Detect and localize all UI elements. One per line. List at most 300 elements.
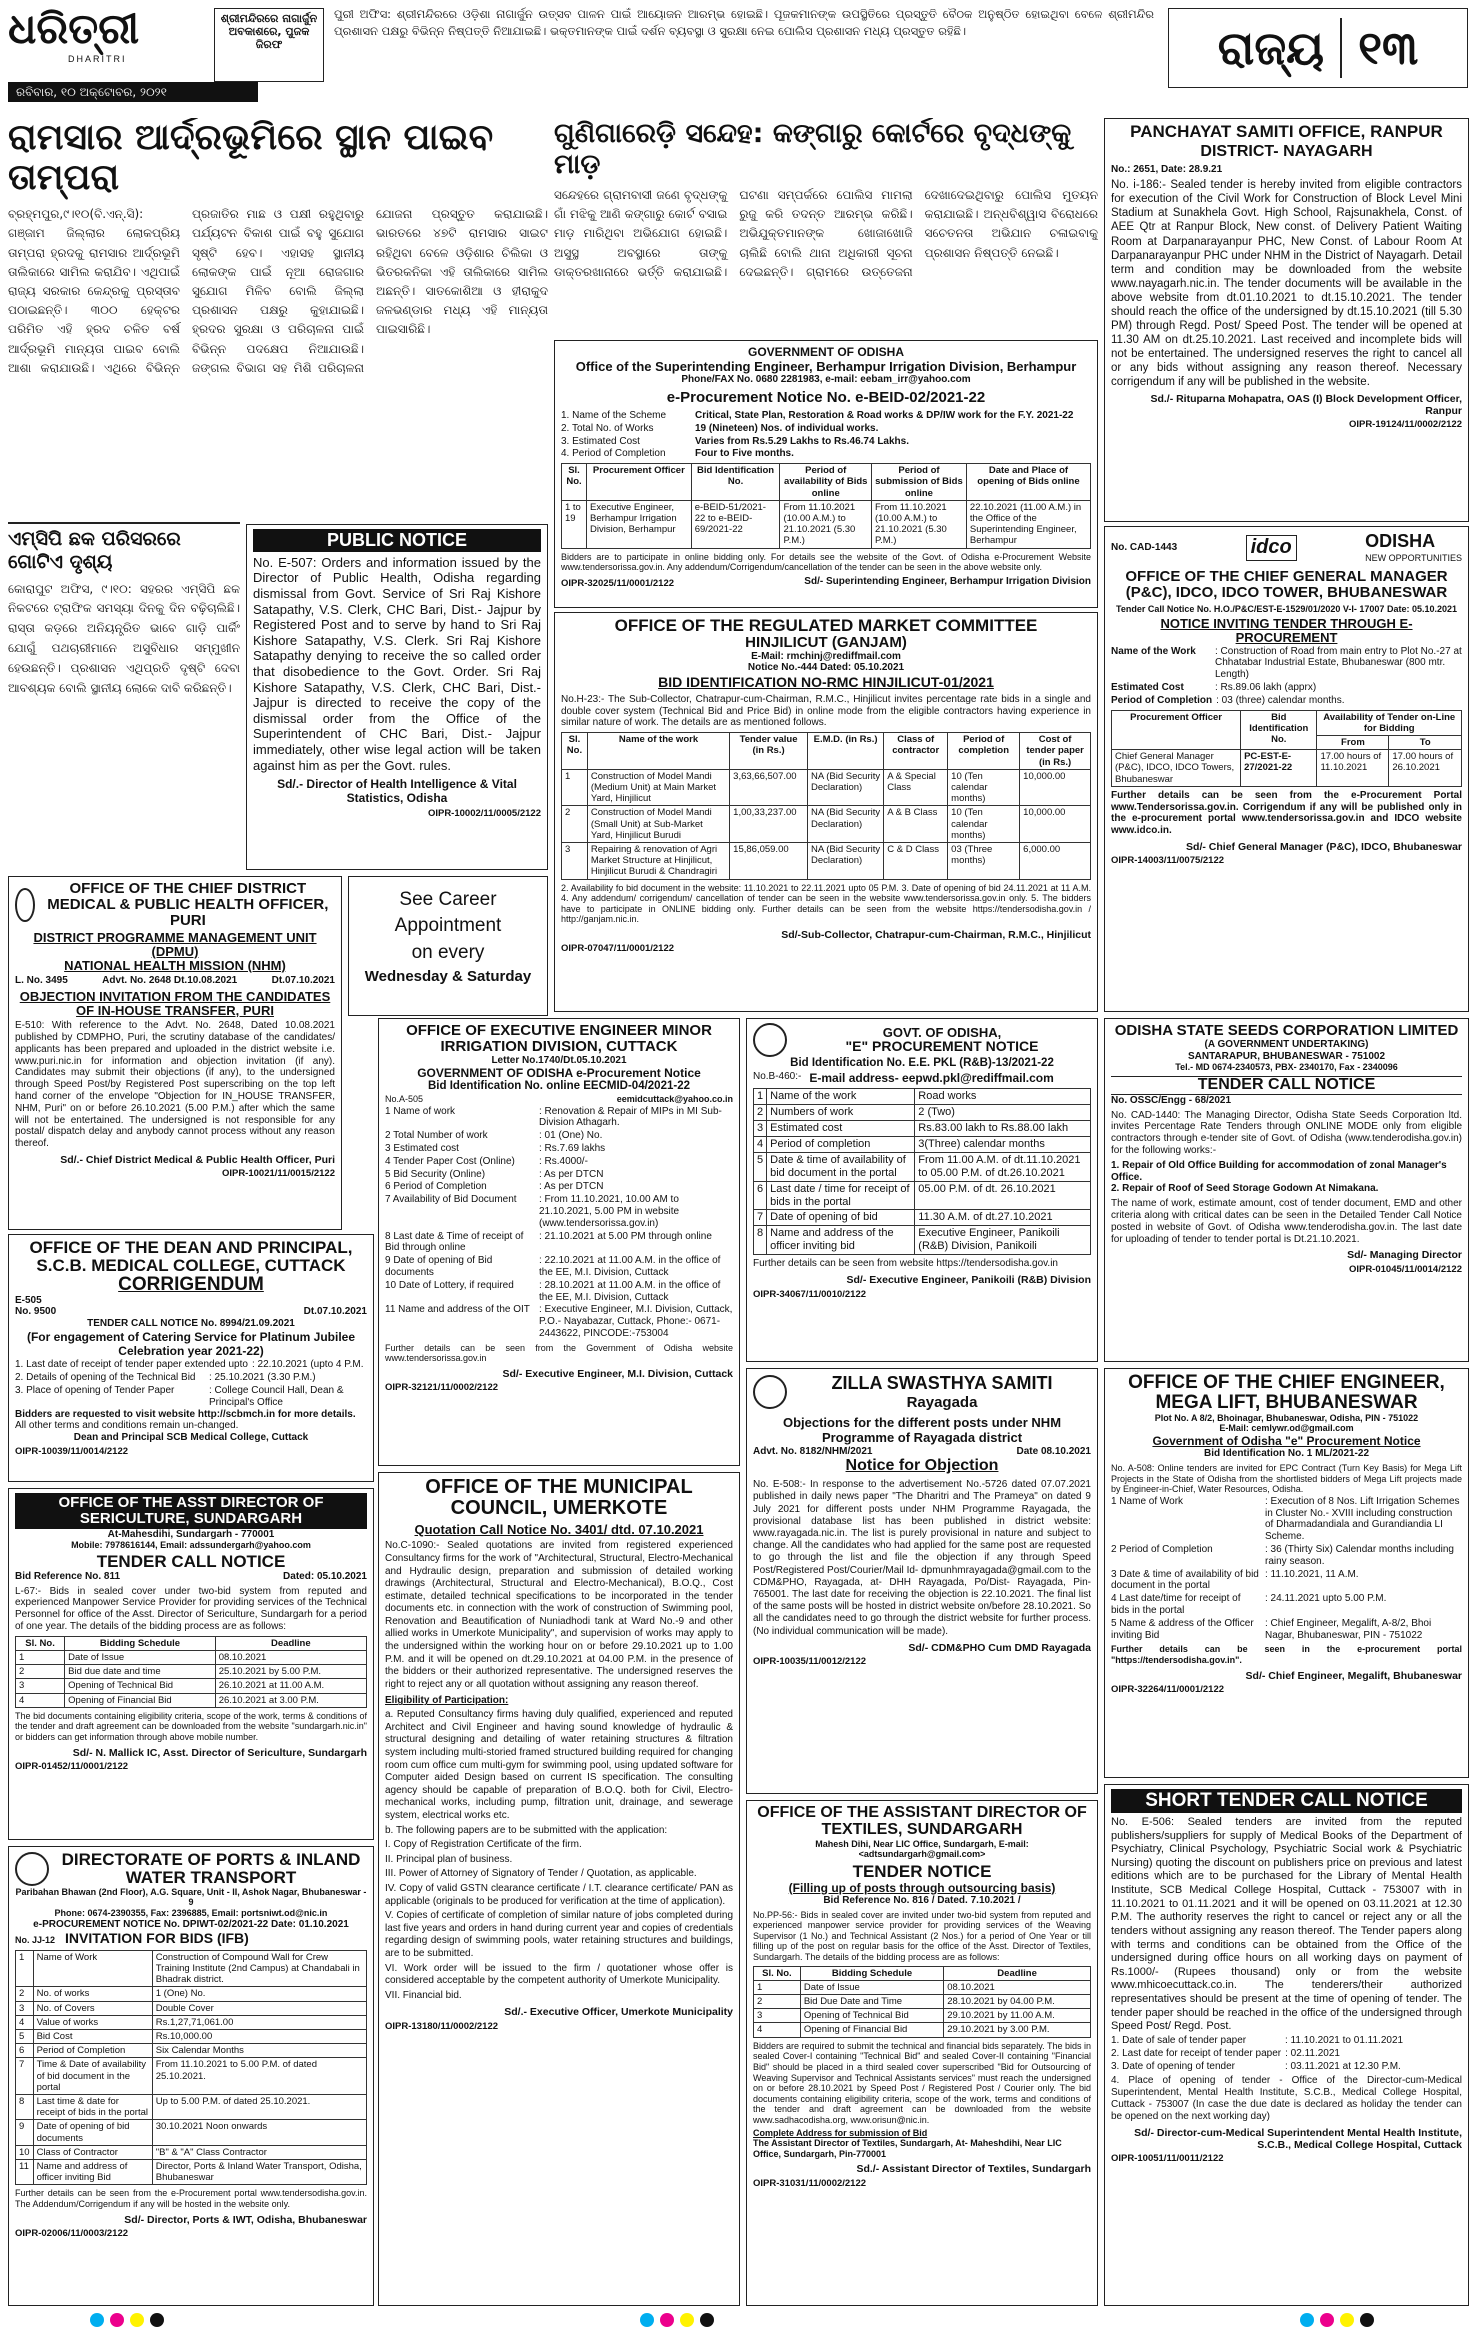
table-cell: 4 — [754, 1136, 767, 1152]
title: ODISHA STATE SEEDS CORPORATION LIMITED — [1114, 1022, 1459, 1039]
bid-id: Bid Identification No. 1 ML/2021-22 — [1203, 1448, 1370, 1460]
public-notice — [246, 524, 548, 870]
list-item — [385, 1231, 733, 1255]
list-item — [385, 1304, 733, 1339]
ref-no: No. JJ-12 — [15, 1935, 56, 1946]
textiles-notice — [746, 1800, 1098, 2306]
masthead-tag: ଶ୍ରୀମନ୍ଦିରରେ ନାଗାର୍ଜୁନ ଅବକାଶରେ, ପୁଜକ ଜିରଫ — [214, 8, 324, 82]
table-cell: 29.10.2021 by 11.00 A.M. — [944, 2009, 1091, 2023]
footer: Further details can be seen from the e-Procurement portal www.tendersodisha.gov.in. The Addendum/Corrigendum if any will be hosted in the website only. — [15, 2188, 367, 2210]
signature: Sd/-Sub-Collector, Chatrapur-cum-Chairman, R.M.C., Hinjilicut — [781, 928, 1091, 941]
letter-no: L. No. 3495 — [15, 975, 68, 987]
table-cell: 2 — [16, 1987, 34, 2001]
table-cell: Double Cover — [152, 2001, 366, 2015]
table-cell: From 11.10.2021 to 5.00 P.M. of dated 25.10.2021. — [152, 2058, 366, 2095]
title: OFFICE OF EXECUTIVE ENGINEER MINOR IRRIGATION DIVISION, CUTTACK — [406, 1022, 712, 1055]
body: L-67:- Bids in sealed cover under two-bid system from reputed and experienced Manpower Service Provider for providing services of the Technical Personnel for office of the Asst. Director of Sericulture, Sundargarh for a period of one year. The details of the bidding process are as follows: — [15, 1585, 367, 1632]
story-mcp — [8, 522, 240, 872]
list-item — [385, 1280, 733, 1304]
bid-id: BID IDENTIFICATION NO-RMC HINJILICUT-01/2021 — [658, 674, 994, 691]
table-cell: Value of works — [33, 2015, 152, 2029]
gov: Government of Odisha "e" Procurement Notice — [1152, 1434, 1421, 1449]
table-cell: 08.10.2021 — [944, 1980, 1091, 1994]
story-body: ବ୍ରହ୍ମପୁର,୯।୧୦(ବି.ଏନ୍.ସି): ଗଞ୍ଜାମ ଜିଲ୍ଲାର ଲୋକପ୍ରିୟ ତାମ୍ପରା ହ୍ରଦକୁ ରାମସାର ଆର୍ଦ୍ରଭୂମି ତାଲିକାରେ ସାମିଲ କରାଯିବ। ଏଥିପାଇଁ ରାଜ୍ୟ ସରକାର କେନ୍ଦ୍ରକୁ ପ୍ରସ୍ତାବ ପଠାଇଛନ୍ତି। ୩୦୦ ହେକ୍ଟର ପରିମିତ ଏହି ହ୍ରଦ ଚଳିତ ବର୍ଷ ଆର୍ଦ୍ରଭୂମି ମାନ୍ୟତା ପାଇବ ବୋଲି ଆଶା କରାଯାଉଛି। ଏଥିରେ ବିଭିନ୍ନ ପ୍ରଜାତିର ମାଛ ଓ ପକ୍ଷୀ ରହୁଥିବାରୁ ପର୍ଯ୍ୟଟନ ବିକାଶ ପାଇଁ ବହୁ ସୁଯୋଗ ସୃଷ୍ଟି ହେବ। ଏହାସହ ସ୍ଥାନୀୟ ଲୋକଙ୍କ ପାଇଁ ନୂଆ ରୋଜଗାର ସୁଯୋଗ ମିଳିବ ବୋଲି ଜିଲ୍ଲା ପ୍ରଶାସନ ପକ୍ଷରୁ କୁହାଯାଇଛି। ହ୍ରଦର ସୁରକ୍ଷା ଓ ପରିଚାଳନା ପାଇଁ ବିଭିନ୍ନ ପଦକ୍ଷେପ ନିଆଯାଉଛି। ଜଙ୍ଗଲ ବିଭାଗ ସହ ମିଶି ପରିଚାଳନା ଯୋଜନା ପ୍ରସ୍ତୁତ କରାଯାଇଛି। ଭାରତରେ ୪୭ଟି ରାମସାର ସାଇଟ ରହିଥିବା ବେଳେ ଓଡ଼ିଶାର ଚିଲିକା ଓ ଭିତରକନିକା ଏହି ତାଲିକାରେ ସାମିଲ ଅଛନ୍ତି। ସାତକୋଶିଆ ଓ ହୀରାକୁଦ ଜଳଭଣ୍ଡାର ମଧ୍ୟ ଏହି ମାନ୍ୟତା ପାଇସାରିଛି। — [8, 207, 548, 375]
scb-notice — [8, 1234, 374, 1482]
table-cell: 6,000.00 — [1020, 842, 1091, 879]
list-item — [385, 1181, 733, 1193]
table-row — [754, 2023, 1091, 2037]
item-value: : 11.10.2021, 11 A.M. — [1265, 1568, 1359, 1580]
bid-id: Bid Identification No. E.E. PKL (R&B)-13/2021-22 — [790, 1057, 1054, 1069]
table-cell: Opening of Technical Bid — [65, 1679, 216, 1693]
print-marks — [0, 2312, 1477, 2339]
table-cell: From 11.00 A.M. of dt.11.10.2021 to 05.00 P.M. of dt.26.10.2021 — [915, 1152, 1091, 1181]
table-cell: 1 — [16, 1950, 34, 1987]
table-row — [754, 1995, 1091, 2009]
signature: Sd/.- Director of Health Intelligence & Vital Statistics, Odisha — [277, 777, 517, 806]
notice-title: TENDER NOTICE — [852, 1861, 992, 1881]
complete-address-label: Complete Address for submission of Bid — [753, 2127, 928, 2138]
signature: Sd/- Executive Engineer, M.I. Division, Cuttack — [502, 1367, 733, 1380]
table-cell: Time & Date of availability of bid document in the portal — [33, 2058, 152, 2095]
rmc-table: Sl. No. Name of the work Tender value (in Rs.) E.M.D. (in Rs.) Class of contractor Period of completion Cost of tender paper (in Rs.) 1 Construction of Model Mandi (Medium Unit) at Main Market Yard, Hinjilicut 3,63,66,507.00 NA (Bid Security Declaration) A & Special Class 10 (Ten calendar months) 10,000.00 2 Construction of Model Mandi (Small Unit) at Sub-Market Yard, Hinjilicut Burudi 1,00,33,237.00 NA (Bid Security Declaration) A & B Class 10 (Ten calendar months) 10,000.00 3 Repairing & renovation of Agri Market Structure at Hinjilicut, Hinjilicut Burudi & Chandragiri 15,86,059.00 NA (Bid Security Declaration) C & D Class 03 (Three months) 6,000.00 — [561, 732, 1091, 879]
bid-id: PC-EST-E-27/2021-22 — [1241, 750, 1317, 787]
table-cell: 10 (Ten calendar months) — [948, 769, 1020, 806]
table-cell: 4 — [16, 1693, 65, 1707]
signature: Sd/- Director-cum-Medical Superintendent Mental Health Institute, S.C.B., Medical College Hospital, Cuttack — [1134, 2126, 1462, 2151]
item-label: 10 Date of Lottery, if required — [385, 1279, 514, 1291]
list-item — [1111, 1618, 1462, 1642]
oipr: OIPR-07047/11/0001/2122 — [561, 943, 675, 955]
table-cell: Bid Due Date and Time — [800, 1995, 943, 2009]
table-cell: 10 (Ten calendar months) — [948, 806, 1020, 843]
career-line-2: Appointment — [394, 915, 502, 937]
item-value: : Rs.4000/- — [539, 1155, 588, 1167]
cost: Varies from Rs.5.29 Lakhs to Rs.46.74 Lakhs. — [695, 435, 909, 447]
to: 17.00 hours of 26.10.2021 — [1389, 750, 1462, 787]
masthead-date: ରବିବାର, ୧୦ ଅକ୍ଟୋବର, ୨୦୨୧ — [8, 82, 258, 102]
panikoili-notice — [746, 1018, 1098, 1362]
megalift-notice — [1104, 1368, 1469, 1778]
footer: Further details can be seen from the e-Procurement Portal www.Tendersorissa.gov.in. Corrigendum if any will be published only in the e-procurement portal www.tendersorissa.gov.in and IDCO website www.idco.in. — [1111, 789, 1462, 837]
table-cell: Estimated cost — [767, 1120, 915, 1136]
footer: The bid documents containing eligibility criteria, scope of the work, terms & conditions of the tender and draft agreement can be downloaded from the website "sundargarh.nic.in" or bidders can get information through above mobile number. — [15, 1710, 367, 1742]
oipr: OIPR-10039/11/0014/2122 — [15, 1445, 129, 1457]
table-cell: 11.30 A.M. of dt.27.10.2021 — [915, 1210, 1091, 1226]
item-value: : As per DTCN — [539, 1181, 604, 1193]
table-cell: 2 — [562, 806, 588, 843]
footer: Further details can be seen in the e-procurement portal "https://tendersodisha.gov.in". — [1111, 1644, 1462, 1666]
table-row — [754, 1152, 1091, 1181]
date: Dt.07.10.2021 — [303, 1306, 367, 1318]
period: : 03 (three) calendar months. — [1216, 694, 1345, 706]
table-cell: 4 — [754, 2023, 801, 2037]
more: Bidders are requested to visit website http://scbmch.in for more details. — [15, 1408, 356, 1420]
item-value: : 24.11.2021 upto 5.00 P.M. — [1265, 1593, 1387, 1605]
list-item: IV. Copy of valid GSTN clearance certificate / I.T. clearance certificate/ PAN as applicable (originals to be produced for verification at the time of application). — [385, 1882, 733, 1907]
table-cell: 7 — [16, 2058, 34, 2095]
item-label: 2 Total Number of work — [385, 1130, 488, 1142]
eligibility-list — [385, 1709, 733, 2002]
signature: Sd/- Director, Ports & IWT, Odisha, Bhubaneswar — [124, 2213, 367, 2226]
item-3-value: : College Council Hall, Dean & Principal's Office — [209, 1384, 344, 1408]
public-notice-body: No. E-507: Orders and information issued by the Director of Public Health, Odisha regarding dismissal from Govt. Service of Sri Raj Kishore Satapathy, V.S. Clerk, CHC Bari, Dist.- Jajpur by Registered Post and to serve by hand to Sri Raj Kishore Satapathy, V.S. Clerk. Sri Raj Kishore Satapathy denying to receive the so called order that disobedience to the Govt. Order. Sri Raj Kishore Satapathy, V.S. Clerk, CHC Bari, Dist.- Jajpur is directed to receive the copy of the dismissal order from the Office of the Superintendent of CHC Bari, Dist.- Jajpur immediately, other wise legal action will be taken against him as per the Govt. rules. — [253, 554, 541, 773]
rmc-notice — [554, 612, 1098, 1012]
notice-no: e-Procurement Notice No. e-BEID-02/2021-22 — [666, 389, 986, 407]
phone: Phone: 0674-2390355, Fax: 2396885, Email: portsniwt.od@nic.in — [54, 1907, 328, 1918]
work-1: 1. Repair of Old Office Building for accommodation of zonal Manager's Office. — [1111, 1159, 1447, 1183]
notice-title: TENDER CALL NOTICE — [1111, 1076, 1462, 1095]
body: No. i-186:- Sealed tender is hereby invited from eligible contractors for execution of the Civil Work for Construction of Block Level Mini Stadium at Sunakhela Govt. High School, Rajsunakhela, Const. of AEE Qtr at Ranpur Block, New const. of Delivery Patient Waiting Room at Darpanarayanpur PHC, New Const. of Labour Room At Darpanarayanpur PHC under NHM in the District of Nayagarh. Detail term and condition may be downloaded from the website www.nayagarh.nic.in. The tender documents will be available in the above website from dt.01.10.2021 to dt.15.10.2021. The tender should reach the office of the undersigned by dt.15.10.2021 (till 5.30 PM) through Regd. Post/ Speed Post. The tender will be opened at 11.30 AM on dt.25.10.2021. Last received and incomplete bids will not be entertained. The undersigned reserves the right to cancel all or any bids without assigning any reason thereof. Necessary corrigendum if any will be published in the website. — [1111, 179, 1462, 388]
table-cell: No. of works — [33, 1987, 152, 2001]
table-cell: Road works — [915, 1088, 1091, 1104]
signature: Sd/- N. Mallick IC, Asst. Director of Sericulture, Sundargarh — [72, 1746, 367, 1759]
bid-id: Bid Identification No. online EECMID-04/2021-22 — [428, 1080, 690, 1093]
body: No.PP-56:- Bids in sealed cover are invited under two-bid system from reputed and experienced manpower service provider for providing services of the Weaving Supervisor (1 No.) and Technical Assistant (2 Nos.) for a period of One Year or till filling up of the post on regular basis for the office of the Asst. Director of Textiles, Sundargarh. The details of the bidding process are as follows: — [753, 1909, 1091, 1963]
body: No. A-508: Online tenders are invited for EPC Contract (Turn Key Basis) for Mega Lift Projects in the State of Odisha from the shortlisted bidders of Mega Lift projects made by Engineer-in-Chief, Water Resources, Odisha. — [1111, 1463, 1462, 1495]
masthead — [8, 4, 1469, 112]
date-1-label: 1. Date of sale of tender paper — [1111, 2034, 1247, 2046]
contact: Phone/FAX No. 0680 2281983, e-mail: eebam_irr@yahoo.com — [681, 374, 971, 386]
ref-no: No.: 2651, Date: 28.9.21 — [1111, 163, 1223, 175]
item-label: 1 Name of Work — [1111, 1495, 1184, 1507]
table-row — [754, 1104, 1091, 1120]
body-2: The name of work, estimate amount, cost of tender document, EMD and other criteria along with critical dates can be seen in the Detailed Tender Call Notice posted in website of Govt. of Odisha www.tenderodisha.gov.in. The last date for uploading of tender to tender portal is Dt.21.10.2021. — [1111, 1198, 1462, 1245]
subtitle: Objections for the different posts under NHM Programme of Rayagada district — [782, 1414, 1062, 1446]
table-cell: Date of Issue — [65, 1650, 216, 1664]
address: SANTARAPUR, BHUBANESWAR - 751002 — [1187, 1050, 1386, 1062]
rest: All other terms and conditions remain un-changed. — [15, 1420, 239, 1432]
signature: Sd/- Executive Engineer, Panikoili (R&B) Division — [846, 1274, 1091, 1287]
gov-line: GOVERNMENT OF ODISHA e-Procurement Notice — [417, 1066, 701, 1081]
ref-no: No.B-460:- — [753, 1070, 802, 1082]
rmc-title: OFFICE OF THE REGULATED MARKET COMMITTEE — [614, 616, 1038, 635]
title: DIRECTORATE OF PORTS & INLAND WATER TRANSPORT — [61, 1850, 361, 1887]
ref-no: No.A-505 — [385, 1094, 424, 1105]
district: DISTRICT- NAYAGARH — [1200, 142, 1373, 160]
table-row — [16, 1950, 367, 1987]
scheme: Critical, State Plan, Restoration & Road works & DP/IW work for the F.Y. 2021-22 — [695, 409, 1074, 421]
panchayat-notice — [1104, 118, 1469, 522]
bid-ref: Bid Reference No. 811 — [15, 1570, 121, 1582]
item-3-label: 3. Place of opening of Tender Paper — [15, 1384, 175, 1396]
idco-notice: No. CAD-1443 idco ODISHA NEW OPPORTUNITIES OFFICE OF THE CHIEF GENERAL MANAGER (P&C), IDCO, IDCO TOWER, BHUBANESWAR Tender Call Notice No. H.O./P&C/EST-E-1529/01/2020 V-I- 17007 Date: 05.10.2021 NOTICE INVITING TENDER THROUGH E-PROCUREMENT Name of the Work : Construction of Road from main entry to Plot No.-27 at Chhatabar Industrial Estate, Bhubaneswar (800 mtr. Length) Estimated Cost : Rs.89.06 lakh (apprx) Period of Completion : 03 (three) calendar months. Procurement Officer Bid Identification No. Availability of Tender on-Line for Bidding From To Chief General Manager (P&C), IDCO, IDCO Towers, Bhubaneswar PC-EST-E-27/2021-22 17.00 hours of 11.10.2021 17.00 hours of 26.10.2021 Further details can be seen from the e-Procurement Portal www.Tendersorissa.gov.in. Corrigendum if any will be published only in the e-procurement portal www.tendersorissa.gov.in and IDCO website www.idco.in. Sd/- Chief General Manager (P&C), IDCO, Bhubaneswar OIPR-14003/11/0075/2122 — [1104, 526, 1469, 1012]
table-cell: 11 — [16, 2160, 34, 2185]
list-item: VII. Financial bid. — [385, 1989, 462, 2001]
table-cell: Rs.83.00 lakh to Rs.88.00 lakh — [915, 1120, 1091, 1136]
seeds-notice — [1104, 1018, 1469, 1362]
table-cell: Bid due date and time — [65, 1665, 216, 1679]
item-2-value: : 25.10.2021 (3.30 P.M.) — [209, 1372, 316, 1384]
item-value: : Rs.7.69 lakhs — [539, 1143, 606, 1155]
table-cell: Period of completion — [767, 1136, 915, 1152]
item-value: : 22.10.2021 at 11.00 A.M. in the office of the EE, M.I. Division, Cuttack — [539, 1255, 721, 1278]
letter-no: Letter No.1740/Dt.05.10.2021 — [491, 1054, 627, 1066]
table-row — [754, 1980, 1091, 1994]
body: No.H-23:- The Sub-Collector, Chatrapur-cum-Chairman, R.M.C., Hinjilicut invites percentage rate bids in a single and double cover system (Technical Bid and Price Bid) in online mode from the eligible contractors having experience in similar nature of work. The details are as mentioned follows. — [561, 693, 1091, 729]
table-cell: 8 — [16, 2095, 34, 2120]
title: OFFICE OF THE MUNICIPAL COUNCIL, UMERKOTE — [425, 1476, 693, 1519]
table-cell: 3 — [754, 1120, 767, 1136]
career-line-3: on every — [411, 941, 485, 963]
table-cell: Name and address of officer inviting Bid — [33, 2160, 152, 2185]
emblem-icon — [15, 1852, 49, 1886]
table-cell: 28.10.2021 by 04.00 P.M. — [944, 1995, 1091, 2009]
table-cell: Last date / time for receipt of bids in the portal — [767, 1181, 915, 1210]
oipr: OIPR-32121/11/0002/2122 — [385, 1382, 499, 1394]
table-cell: Six Calendar Months — [152, 2044, 366, 2058]
table-cell: 8 — [754, 1226, 767, 1255]
umerkote-notice — [378, 1472, 740, 2306]
subtitle: (A GOVERNMENT UNDERTAKING) — [1204, 1038, 1369, 1050]
address: At-Mahesdihi, Sundargarh - 770001 — [107, 1528, 275, 1540]
tcn: TENDER CALL NOTICE No. 8994/21.09.2021 — [87, 1318, 295, 1330]
item-label: 6 Period of Completion — [385, 1181, 487, 1193]
unit: DISTRICT PROGRAMME MANAGEMENT UNIT (DPMU) — [33, 930, 317, 959]
list-item — [1111, 1569, 1462, 1593]
email: E-mail address- eepwd.pkl@rediffmail.com — [809, 1070, 1054, 1085]
table-row — [562, 806, 1091, 843]
signature: Sd/- Superintending Engineer, Berhampur Irrigation Division — [804, 575, 1091, 587]
table-row — [16, 2030, 367, 2044]
email: eemidcuttack@yahoo.co.in — [616, 1094, 733, 1105]
headline: ଗୁଣିଗାରେଡ଼ି ସନ୍ଦେହ: କଙ୍ଗାରୁ କୋର୍ଟରେ ବୃଦ୍ଧଙ୍କୁ ମାଡ଼ — [554, 118, 1072, 181]
masthead-logo — [8, 4, 208, 70]
table-cell: Up to 5.00 P.M. of dated 25.10.2021. — [152, 2095, 366, 2120]
table-cell: 05.00 P.M. of dt. 26.10.2021 — [915, 1181, 1091, 1210]
item-label: 9 Date of opening of Bid documents — [385, 1255, 493, 1278]
table-cell: Name of Work — [33, 1950, 152, 1987]
idco-table: Procurement Officer Bid Identification No. Availability of Tender on-Line for Bidding From To Chief General Manager (P&C), IDCO, IDCO Towers, Bhubaneswar PC-EST-E-27/2021-22 17.00 hours of 11.10.2021 17.00 hours of 26.10.2021 — [1111, 710, 1462, 787]
item-value: : Renovation & Repair of MIPs in MI Sub-Division Athagarh. — [539, 1105, 722, 1129]
subtitle: (Filling up of posts through outsourcing basis) — [788, 1880, 1056, 1895]
oipr: OIPR-32264/11/0001/2122 — [1111, 1684, 1225, 1696]
item-label: 5 Bid Security (Online) — [385, 1168, 486, 1180]
list-item: b. The following papers are to be submitted with the application: — [385, 1824, 668, 1836]
table-cell: 4 — [16, 2015, 34, 2029]
list-item — [385, 1130, 733, 1142]
table-cell: 2 — [754, 1104, 767, 1120]
table-cell: Date of Issue — [800, 1980, 943, 1994]
item-value: : Execution of 8 Nos. Lift Irrigation Schemes in Cluster No.- XVIII including construction of Dharmadandiala and Gurandiandia LI Scheme. — [1265, 1495, 1460, 1543]
signature: Sd/.- Chief District Medical & Public Health Officer, Puri — [60, 1154, 335, 1167]
zilla-notice — [746, 1368, 1098, 1794]
headline: ଏମ୍‌ସିପି ଛକ ପରିସରରେ ଗୋଟିଏ ଦୃଶ୍ୟ — [8, 528, 181, 573]
ifb: INVITATION FOR BIDS (IFB) — [65, 1930, 249, 1947]
mobile: Mobile: 7978616144, Email: adssundergarh@yahoo.com — [71, 1540, 311, 1551]
list-item — [1111, 1544, 1462, 1568]
table-cell: 26.10.2021 at 3.00 P.M. — [215, 1693, 366, 1707]
place: Rayagada — [906, 1394, 978, 1412]
title: OFFICE OF THE CHIEF GENERAL MANAGER (P&C), IDCO, IDCO TOWER, BHUBANESWAR — [1125, 568, 1448, 601]
table-cell: 3 — [16, 1679, 65, 1693]
list-item — [1111, 1496, 1462, 1543]
body: No. E-508:- In response to the advertisement No.-5726 dated 07.07.2021 published in daily news paper "The Dharitri and The Prameya" on dated 9 July 2021 for different posts under NHM Programme Rayagada, the provisional database list has been published in district website: www.rayagada.nic.in. The list is purely provisional in nature and subject to change. All the candidates who had applied for the same post are requested to go through the list and file the objection if any through Speed Post/Registered Post/Courier/Mail Id- dpmunhmrayagada@gmail.com to the CDM&PHO, Rayagada, at- DHH Rayagada, Po/Dist- Rayagada, Pin- 765001. The last date for receiving the objection is 22.10.2021. The final list of the same posts will be hosted in district website on/before 28.10.2021. So all the candidates need to go through the district website for further process. (No individual communication will be made). — [753, 1479, 1091, 1637]
work-2: 2. Repair of Roof of Seed Storage Godown At Nimakana. — [1111, 1183, 1379, 1195]
ports-table — [15, 1950, 367, 2186]
qcn: Quotation Call Notice No. 3401/ dtd. 07.10.2021 — [414, 1522, 704, 1537]
signature: Sd/- Managing Director — [1347, 1249, 1462, 1262]
table-cell: 1 — [16, 1650, 65, 1664]
ref-no: No. OSSC/Engg - 68/2021 — [1111, 1094, 1232, 1106]
oipr: OIPR-10035/11/0012/2122 — [753, 1656, 867, 1668]
title: OFFICE OF THE DEAN AND PRINCIPAL, S.C.B. MEDICAL COLLEGE, CUTTACK — [29, 1238, 353, 1275]
table-cell: Rs.1,27,71,061.00 — [152, 2015, 366, 2029]
table-cell: 9 — [16, 2120, 34, 2145]
oipr: OIPR-34067/11/0010/2122 — [753, 1288, 867, 1300]
email: E-Mail: cemlywr.od@gmail.com — [1219, 1423, 1354, 1434]
table-cell: "B" & "A" Class Contractor — [152, 2145, 366, 2159]
subtitle: NOTICE INVITING TENDER THROUGH E-PROCUREMENT — [1160, 616, 1413, 645]
odisha-logo: ODISHA — [1365, 531, 1436, 551]
table-row — [754, 1226, 1091, 1255]
ref-no: No. CAD-1443 — [1111, 542, 1178, 554]
e-no: E-505 — [15, 1294, 42, 1306]
table-row — [754, 1181, 1091, 1210]
date: Dated: 05.10.2021 — [283, 1570, 367, 1582]
table-cell: 2 — [754, 1995, 801, 2009]
logo-sub: DHARITRI — [68, 54, 127, 64]
short-tender-notice — [1104, 1784, 1469, 2306]
list-item — [385, 1194, 733, 1229]
sericulture-notice — [8, 1488, 374, 1840]
story-tampara — [8, 118, 548, 518]
subject: OBJECTION INVITATION FROM THE CANDIDATES OF IN-HOUSE TRANSFER, PURI — [19, 988, 331, 1018]
ref-no: No. 9500 — [15, 1306, 57, 1318]
table-cell: NA (Bid Security Declaration) — [807, 769, 883, 806]
gov: GOVT. OF ODISHA, — [882, 1024, 1002, 1040]
table-row — [754, 1210, 1091, 1226]
table-cell: NA (Bid Security Declaration) — [807, 842, 883, 879]
table-cell: 6 — [16, 2044, 34, 2058]
purpose: (For engagement of Catering Service for Platinum Jubilee Celebration year 2021-22) — [26, 1330, 356, 1359]
table-cell: 1 (One) No. — [152, 1987, 366, 2001]
textiles-table: Sl. No. Bidding Schedule Deadline 1 Date of Issue 08.10.2021 2 Bid Due Date and Time 28.10.2021 by 04.00 P.M. 3 Opening of Technical Bid 29.10.2021 by 11.00 A.M. 4 Opening of Financial Bid 29.10.2021 by 3.00 P.M. — [753, 1966, 1091, 2038]
list-item — [385, 1255, 733, 1279]
table-cell: A & Special Class — [884, 769, 948, 806]
signature: Sd./- Assistant Director of Textiles, Sundargarh — [856, 2163, 1091, 2176]
table-row — [754, 2009, 1091, 2023]
advt-no: Advt. No. 2648 Dt.10.08.2021 — [102, 975, 238, 987]
rmc-place: HINJILICUT (GANJAM) — [745, 633, 907, 651]
minor-items — [385, 1106, 733, 1340]
table-row — [562, 769, 1091, 806]
table-cell: 3 — [754, 2009, 801, 2023]
tel: Tel.- MD 0674-2340573, PBX- 2340170, Fax - 2340096 — [1175, 1062, 1398, 1073]
table-cell: Repairing & renovation of Agri Market Structure at Hinjilicut, Hinjilicut Burudi & Chandragiri — [587, 842, 729, 879]
list-item: II. Principal plan of business. — [385, 1853, 513, 1865]
table-cell: 3 — [16, 2001, 34, 2015]
table-row — [16, 1679, 367, 1693]
date-4: 4. Place of opening of tender - Office of the Director-cum-Medical Superintendent, Mental Health Institute, S.C.B., Medical College Hospital, Cuttack - 753007 (In case the due date is declared as holiday the tender can be opened on the next working day) — [1111, 2075, 1462, 2122]
table-row — [16, 1650, 367, 1664]
headline: ରାମସାର ଆର୍ଦ୍ରଭୂମିରେ ସ୍ଥାନ ପାଇବ ତାମ୍ପରା — [8, 118, 494, 198]
table-row — [754, 1088, 1091, 1104]
signature: Sd/.- Executive Officer, Umerkote Municipality — [504, 2006, 733, 2019]
address: Plot No. A 8/2, Bhoinagar, Bhubaneswar, Odisha, PIN - 751022 — [1154, 1412, 1419, 1423]
table-cell: Construction of Model Mandi (Medium Unit) at Main Market Yard, Hinjilicut — [587, 769, 729, 806]
notice-title: TENDER CALL NOTICE — [96, 1551, 286, 1571]
work: : Construction of Road from main entry to Plot No.-27 at Chhatabar Industrial Estate, Bhubaneswar (800 mtr. Length) — [1215, 645, 1462, 681]
ports-notice — [8, 1846, 374, 2306]
table-cell: Bid Cost — [33, 2030, 152, 2044]
table-cell: Opening of Technical Bid — [800, 2009, 943, 2023]
body-2: Bidders are required to submit the technical and financial bids separately. The bids in sealed Cover-I containing "Technical Bid" and sealed Cover-II containing "Financial Bid" should be placed in a third sealed cover superscribed "Bid for Outsourcing of Weaving Supervisor and Technical Assistants services" must reach the undersigned on or before 28.10.2021 by Speed Post / Registered Post / Courier only. The bid documents containing eligibility criteria, scope of the work, terms and conditions of the tender and draft agreement can be downloaded from the website www.sadhacodisha.org, www.orisun@nic.in. — [753, 2040, 1091, 2125]
table-row — [16, 2160, 367, 2185]
footer: 2. Availability fo bid document in the website: 11.10.2021 to 22.11.2021 upto 05 P.M. 3. Date of opening of bid 24.11.2021 at 11 A.M. 4. Any addendum/ corrigendum/ cancellation of tender can be seen in the website www.tendersorissa.gov.in only. 5. The bidders have to participate in ONLINE bidding only. Further details can be seen from the website https://tendersodisha.gov.in / http://ganjam.nic.in. — [561, 882, 1091, 925]
date-3-value: : 03.11.2021 at 12.30 P.M. — [1285, 2060, 1401, 2072]
date-1-value: : 11.10.2021 to 01.11.2021 — [1285, 2034, 1404, 2046]
item-label: 3 Estimated cost — [385, 1143, 459, 1155]
table-cell: 10 — [16, 2145, 34, 2159]
table-cell: 3,63,66,507.00 — [730, 769, 808, 806]
table-cell: Name and address of the officer inviting bid — [767, 1226, 915, 1255]
table-row — [754, 1120, 1091, 1136]
works: 19 (Nineteen) Nos. of individual works. — [695, 422, 879, 434]
table-row — [16, 1693, 367, 1707]
table-cell: 2 — [16, 1665, 65, 1679]
item-value: : 28.10.2021 at 11.00 A.M. in the office of the EE, M.I. Division, Cuttack — [539, 1279, 721, 1303]
table-cell: Executive Engineer, Panikoili (R&B) Division, Panikoili — [915, 1226, 1091, 1255]
bid-ref: Bid Reference No. 816 / Dated. 7.10.2021 / — [823, 1894, 1021, 1906]
item-value: : From 11.10.2021, 10.00 AM to 21.10.2021, 5.00 PM in website (www.tendersorissa.gov.in) — [539, 1194, 680, 1229]
date: Date 08.10.2021 — [1016, 1445, 1091, 1457]
table-cell: Date of opening of bid — [767, 1210, 915, 1226]
oipr: OIPR-31031/11/0002/2122 — [753, 2177, 867, 2189]
table-cell: Date of opening of bid documents — [33, 2120, 152, 2145]
eligibility: Eligibility of Participation: — [385, 1695, 509, 1707]
title: PANCHAYAT SAMITI OFFICE, RANPUR — [1130, 122, 1443, 141]
table-cell: 6 — [754, 1181, 767, 1210]
public-notice-title: PUBLIC NOTICE — [253, 529, 541, 552]
title: OFFICE OF THE CHIEF ENGINEER, MEGA LIFT, BHUBANESWAR — [1128, 1372, 1445, 1413]
list-item — [385, 1169, 733, 1181]
story-kangaroo — [554, 118, 1098, 338]
item-value: : 21.10.2021 at 5.00 PM through online — [539, 1230, 712, 1242]
table-cell: No. of Covers — [33, 2001, 152, 2015]
emblem-icon — [753, 1023, 787, 1057]
item-label: 5 Name & address of the Officer inviting Bid — [1111, 1617, 1254, 1641]
body: No. E-506: Sealed tenders are invited from the reputed publishers/suppliers for supply of Medical Books of the Department of Psychiatry, Clinical Psychology, Psychiatric Social work & Psychiatric Nursing) quoting the discount on publishers price on previous and latest editions which are to be purchased for the Library of Mental Health Institute, SCB Medical College Hospital, Cuttack - 753007 with in 11.10.2021 to 01.11.2021 and it will be opened on 03.11.2021 at 12.30 P.M. The authority reserves the right to cancel or reject any or all the tenders without assigning any reason thereof. The Tender papers along with terms and conditions can be obtained from the Office of the undersigned during office hours on all working days on payment of Rs.1000/- (Rupees thousand) only or from the website www.mhicoecuttack.co.in. The tenderers/their authorized representatives should be present at the time of opening of tender. The tender paper should be reached in the office of the undersigned through Speed Post/ Regd. Post. — [1111, 1815, 1462, 2033]
table-row — [754, 1136, 1091, 1152]
notice-title: Notice for Objection — [845, 1457, 999, 1475]
item-label: 2 Period of Completion — [1111, 1544, 1213, 1556]
table-cell: C & D Class — [884, 842, 948, 879]
address: Mahesh Dihi, Near LIC Office, Sundargarh, E-mail: <adtsundargarh@gmail.com> — [815, 1838, 1029, 1860]
item-1-value: : 22.10.2021 (upto 4 P.M. — [251, 1359, 364, 1371]
gov-title: GOVERNMENT OF ODISHA — [747, 345, 904, 359]
date-3-label: 3. Date of opening of tender — [1111, 2060, 1235, 2072]
subtitle: CORRIGENDUM — [118, 1273, 264, 1295]
notice-no: Notice No.-444 Dated: 05.10.2021 — [747, 662, 905, 674]
table-cell: 30.10.2021 Noon onwards — [152, 2120, 366, 2145]
table-cell: NA (Bid Security Declaration) — [807, 806, 883, 843]
megalift-items — [1111, 1496, 1462, 1642]
story-body: ସନ୍ଦେହରେ ଗ୍ରାମବାସୀ ଜଣେ ବୃଦ୍ଧଙ୍କୁ ଗାଁ ମଝିକୁ ଆଣି କଙ୍ଗାରୁ କୋର୍ଟ ବସାଇ ମାଡ଼ ମାରିଥିବା ଅଭିଯୋଗ ହୋଇଛି। ଅସୁସ୍ଥ ଅବସ୍ଥାରେ ତାଙ୍କୁ ଡାକ୍ତରଖାନାରେ ଭର୍ତ୍ତି କରାଯାଇଛି। ଘଟଣା ସମ୍ପର୍କରେ ପୋଲିସ ମାମଲା ରୁଜୁ କରି ତଦନ୍ତ ଆରମ୍ଭ କରିଛି। ଅଭିଯୁକ୍ତମାନଙ୍କ ଖୋଜାଖୋଜି ଚାଲିଛି ବୋଲି ଥାନା ଅଧିକାରୀ ସୂଚନା ଦେଇଛନ୍ତି। ଗ୍ରାମରେ ଉତ୍ତେଜନା ଦେଖାଦେଇଥିବାରୁ ପୋଲିସ ମୁତୟନ କରାଯାଇଛି। ଅନ୍ଧବିଶ୍ୱାସ ବିରୋଧରେ ସଚେତନତା ଅଭିଯାନ ଚଳାଇବାକୁ ପ୍ରଶାସନ ନିଷ୍ପତ୍ତି ନେଇଛି। — [554, 188, 1098, 279]
table-cell: 26.10.2021 at 11.00 A.M. — [215, 1679, 366, 1693]
footer: Further details can be seen from website https://tendersodisha.gov.in — [753, 1258, 1058, 1270]
minor-irrigation-notice — [378, 1018, 740, 1466]
section-name: ରାଜ୍ୟ — [1217, 20, 1325, 75]
table-row — [16, 2015, 367, 2029]
date-2-value: : 02.11.2021 — [1285, 2047, 1340, 2059]
table-cell: Construction of Compound Wall for Crew Training Institute (2nd Campus) at Chandabali in Bhadrak district. — [152, 1950, 366, 1987]
oipr: OIPR-02006/11/0003/2122 — [15, 2228, 129, 2240]
oipr: OIPR-32025/11/0001/2122 — [561, 577, 675, 589]
table-cell: 25.10.2021 by 5.00 P.M. — [215, 1665, 366, 1679]
table-row — [16, 2001, 367, 2015]
beid-notice: GOVERNMENT OF ODISHA Office of the Superintending Engineer, Berhampur Irrigation Division, Berhampur Phone/FAX No. 0680 2281983, e-mail: eebam_irr@yahoo.com e-Procurement Notice No. e-BEID-02/2021-22 1. Name of the Scheme Critical, State Plan, Restoration & Road works & DP/IW work for the F.Y. 2021-22 2. Total No. of Works 19 (Nineteen) Nos. of individual works. 3. Estimated Cost Varies from Rs.5.29 Lakhs to Rs.46.74 Lakhs. 4. Period of Completion Four to Five months. Sl. No. Procurement Officer Bid Identification No. Period of availability of Bids online Period of submission of Bids online Date and Place of opening of Bids online 1 to 19 Executive Engineer, Berhampur Irrigation Division, Berhampur e-BEID-51/2021-22 to e-BEID-69/2021-22 From 11.10.2021 (10.00 A.M.) to 21.10.2021 (5.30 P.M.) From 11.10.2021 (10.00 A.M.) to 21.10.2021 (5.30 P.M.) 22.10.2021 (11.00 A.M.) in the Office of the Superintending Engineer, Berhampur Bidders are to participate in online bidding only. For details see the website of the Govt. of Odisha e-Procurement Website www.tendersorissa.gov.in. Any addendum/Corrigendum/cancellation of the tender can be seen in the above website only. OIPR-32025/11/0001/2122 Sd/- Superintending Engineer, Berhampur Irrigation Division — [554, 340, 1098, 608]
